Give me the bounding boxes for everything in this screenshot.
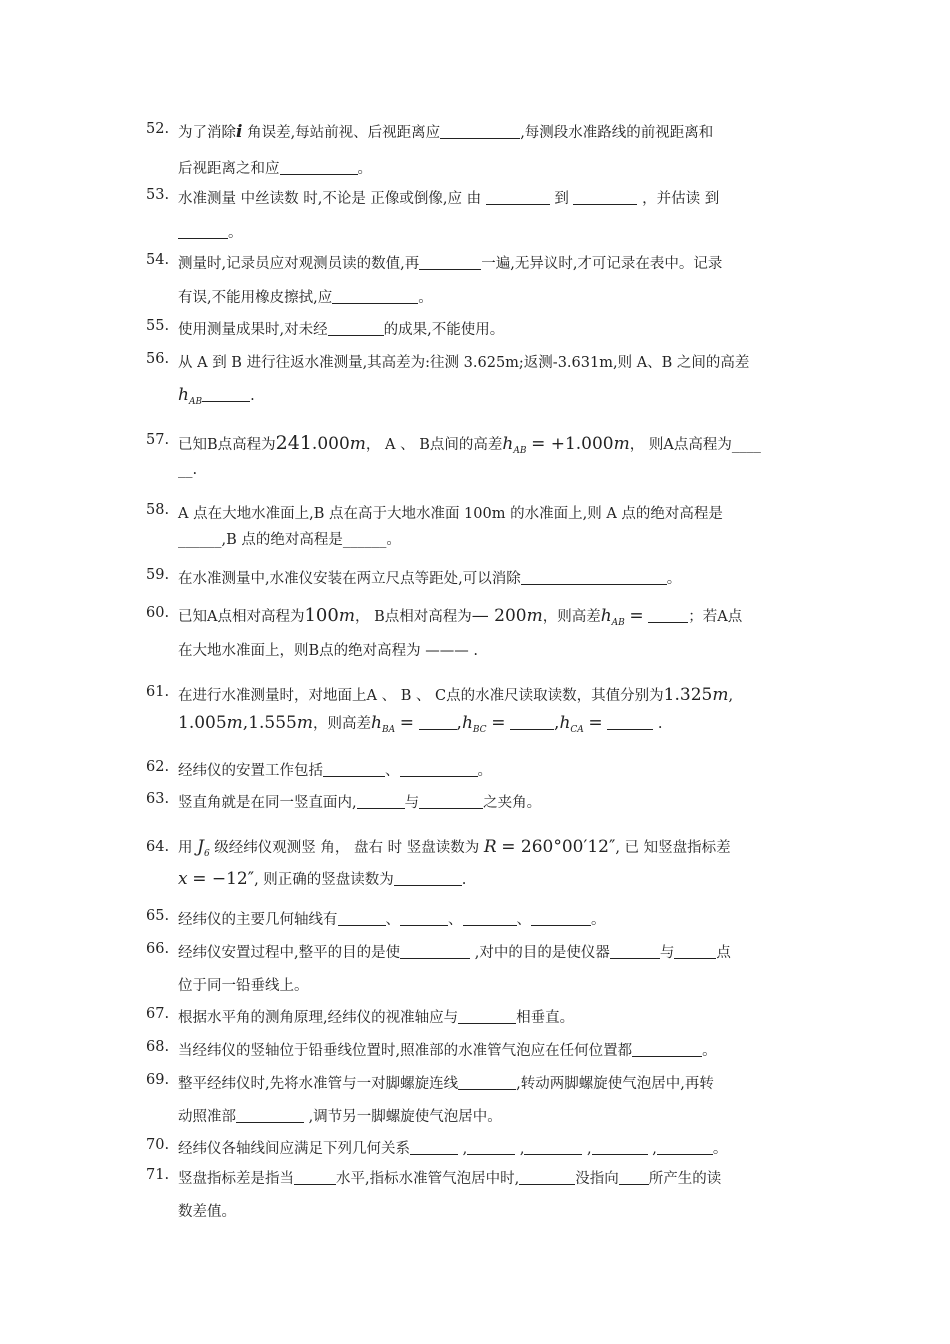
question-number: 62. <box>146 759 170 775</box>
answer-blank[interactable] <box>592 1140 648 1156</box>
answer-blank[interactable] <box>294 1170 336 1186</box>
answer-blank[interactable] <box>674 944 716 960</box>
question-text: 动照准部 ,调节另一脚螺旋使气泡居中。 <box>178 1109 502 1125</box>
question-number: 56. <box>146 351 170 367</box>
answer-blank[interactable] <box>410 1140 458 1156</box>
answer-blank[interactable] <box>607 715 653 731</box>
question-text: 经纬仪的主要几何轴线有 、 、 、 。 <box>178 912 606 928</box>
answer-blank[interactable] <box>236 1108 304 1124</box>
question-text: 经纬仪的安置工作包括 、 。 <box>178 763 492 779</box>
question-text: $h_{AB}$ . <box>178 385 255 407</box>
question-text: 根据水平角的测角原理,经纬仪的视准轴应与 相垂直。 <box>178 1010 575 1026</box>
question-text: 竖盘指标差是指当 水平,指标水准管气泡居中时, 没指向 所产生的读 <box>178 1171 722 1187</box>
answer-blank[interactable] <box>400 944 470 960</box>
answer-blank[interactable] <box>467 1140 515 1156</box>
question-text: ______,B 点的绝对高程是______。 <box>178 532 401 548</box>
question-number: 60. <box>146 605 170 621</box>
question-text: 用 $J_6$ 级经纬仪观测竖 角， 盘右 时 竖盘读数为 R = 260°00′12″, 已 知竖盘指标差 <box>178 837 731 859</box>
answer-blank[interactable] <box>463 911 517 927</box>
question-number: 64. <box>146 839 170 855</box>
question-number: 59. <box>146 567 170 583</box>
answer-blank[interactable] <box>519 1170 575 1186</box>
answer-blank[interactable] <box>619 1170 649 1186</box>
question-number: 67. <box>146 1006 170 1022</box>
question-text: 竖直角就是在同一竖直面内, 与 之夹角。 <box>178 795 542 811</box>
question-text: 整平经纬仪时,先将水准管与一对脚螺旋连线 ,转动两脚螺旋使气泡居中,再转 <box>178 1076 714 1092</box>
answer-blank[interactable] <box>510 715 554 731</box>
answer-blank[interactable] <box>632 1042 702 1058</box>
question-number: 61. <box>146 684 170 700</box>
question-text: x = −12″, 则正确的竖盘读数为 . <box>178 869 467 889</box>
question-text: 测量时,记录员应对观测员读的数值,再 一遍,无异议时,才可记录在表中。记录 <box>178 256 723 272</box>
question-text: 当经纬仪的竖轴位于铅垂线位置时,照准部的水准管气泡应在任何位置都 。 <box>178 1043 717 1059</box>
question-number: 68. <box>146 1039 170 1055</box>
question-number: 63. <box>146 791 170 807</box>
question-text: 数差值。 <box>178 1204 236 1220</box>
question-text: 使用测量成果时,对未经 的成果,不能使用。 <box>178 322 505 338</box>
question-text: 有误,不能用橡皮擦拭,应 。 <box>178 290 433 306</box>
answer-blank[interactable] <box>458 1009 516 1025</box>
question-text: 经纬仪各轴线间应满足下列几何关系 , , , , 。 <box>178 1141 728 1157</box>
answer-blank[interactable] <box>419 255 481 271</box>
question-text: 1.005m,1.555m，则高差$h_{BA} = ,h_{BC} = ,h_{CA}$ = . <box>178 713 663 735</box>
question-number: 69. <box>146 1072 170 1088</box>
answer-blank[interactable] <box>328 321 384 337</box>
question-text: 为了消除i 角误差,每站前视、后视距离应 ,每测段水准路线的前视距离和 <box>178 122 714 142</box>
answer-blank[interactable] <box>524 1140 582 1156</box>
question-text: __. <box>178 462 198 478</box>
question-text: A 点在大地水准面上,B 点在高于大地水准面 100m 的水准面上,则 A 点的绝对高程是 <box>178 506 723 522</box>
answer-blank[interactable] <box>394 871 462 887</box>
answer-blank[interactable] <box>573 190 637 206</box>
question-number: 54. <box>146 252 170 268</box>
answer-blank[interactable] <box>280 160 358 176</box>
answer-blank[interactable] <box>419 794 483 810</box>
answer-blank[interactable] <box>323 762 385 778</box>
question-text: 。 <box>178 221 243 242</box>
question-text: 在大地水准面上，则B点的绝对高程为 ——— . <box>178 643 478 659</box>
answer-blank[interactable] <box>178 224 228 240</box>
answer-blank[interactable] <box>338 911 386 927</box>
question-text: 已知B点高程为241.000m， A 、 B点间的高差$h_{AB} = +1.000m$， 则A点高程为____ <box>178 432 761 456</box>
question-number: 71. <box>146 1167 170 1183</box>
answer-blank[interactable] <box>486 190 550 206</box>
question-number: 66. <box>146 941 170 957</box>
answer-blank[interactable] <box>332 289 418 305</box>
question-number: 57. <box>146 432 170 448</box>
answer-blank[interactable] <box>531 911 591 927</box>
answer-blank[interactable] <box>419 715 457 731</box>
question-text: 从 A 到 B 进行往返水准测量,其高差为:往测 3.625m;返测-3.631m,则 A、B 之间的高差 <box>178 355 750 371</box>
answer-blank[interactable] <box>357 794 405 810</box>
question-number: 58. <box>146 502 170 518</box>
question-number: 52. <box>146 121 170 137</box>
answer-blank[interactable] <box>458 1075 516 1091</box>
question-text: 在进行水准测量时，对地面上A 、 B 、 C点的水准尺读取读数，其值分别为1.325m, <box>178 685 734 705</box>
question-text: 经纬仪安置过程中,整平的目的是使 ,对中的目的是使仪器 与 点 <box>178 945 731 961</box>
question-text: 水准测量 中丝读数 时,不论是 正像或倒像,应 由 到 ，并估读 到 <box>178 191 720 207</box>
question-number: 53. <box>146 187 170 203</box>
question-number: 55. <box>146 318 170 334</box>
question-text: 已知A点相对高程为100m， B点相对高程为— 200m，则高差$h_{AB}$ = ；若A点 <box>178 605 743 628</box>
answer-blank[interactable] <box>610 944 660 960</box>
question-text: 在水准测量中,水准仪安装在两立尺点等距处,可以消除 。 <box>178 571 682 587</box>
answer-blank[interactable] <box>400 911 448 927</box>
question-text: 后视距离之和应 。 <box>178 161 372 177</box>
question-number: 65. <box>146 908 170 924</box>
answer-blank[interactable] <box>648 608 688 624</box>
answer-blank[interactable] <box>202 387 250 403</box>
answer-blank[interactable] <box>657 1140 713 1156</box>
answer-blank[interactable] <box>440 124 520 140</box>
question-text: 位于同一铅垂线上。 <box>178 978 309 994</box>
answer-blank[interactable] <box>521 570 667 586</box>
answer-blank[interactable] <box>400 762 478 778</box>
question-number: 70. <box>146 1137 170 1153</box>
